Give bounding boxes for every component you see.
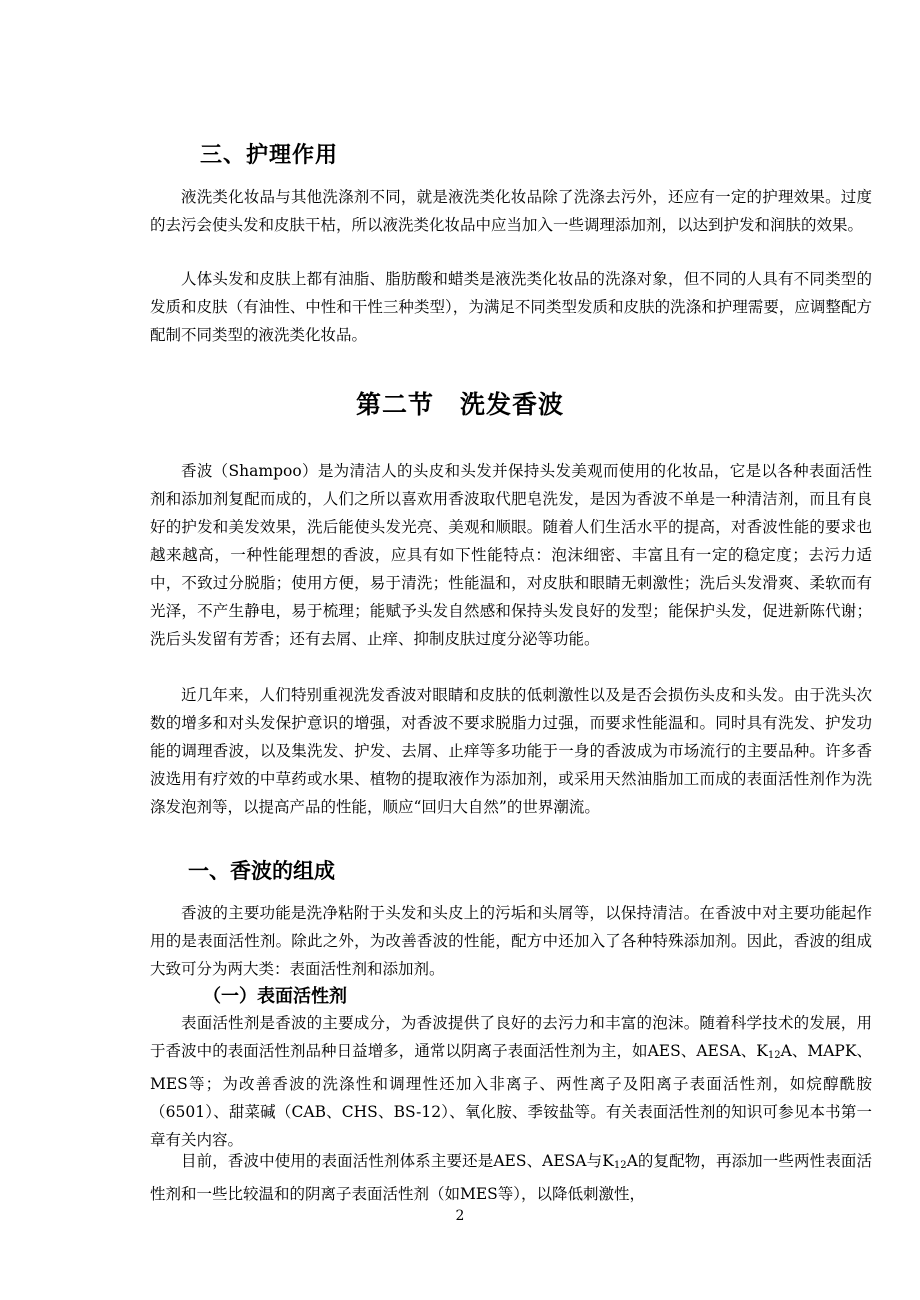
paragraph-composition: 香波的主要功能是洗净粘附于头发和头皮上的污垢和头屑等，以保持清洁。在香波中对主要功能起作用的是表面活性剂。除此之外，为改善香波的性能，配方中还加入了各种特殊添加剂。因此，香波的组成大致可分为两大类：表面活性剂和添加剂。 xyxy=(150,904,872,978)
section-heading-composition: 一、香波的组成 xyxy=(188,859,335,883)
paragraph-surfactants-2: 目前，香波中使用的表面活性剂体系主要还是AES、AESA与$K_{12}A$的复配物，再添加一些两性表面活性剂和一些比较温和的阴离子表面活性剂（如MES等），以降低刺激性， xyxy=(150,1152,873,1203)
paragraph-care-1: 液洗类化妆品与其他洗涤剂不同，就是液洗类化妆品除了洗涤去污外，还应有一定的护理效果。过度的去污会使头发和皮肤干枯，所以液洗类化妆品中应当加入一些调理添加剂，以达到护发和润肤的效果。 xyxy=(150,188,872,234)
subscript: 12 xyxy=(767,1050,781,1061)
subsection-heading-surfactants: （一）表面活性剂 xyxy=(203,986,347,1007)
section-heading-care: 三、护理作用 xyxy=(200,143,339,168)
paragraph-care-2: 人体头发和皮肤上都有油脂、脂肪酸和蜡类是液洗类化妆品的洗涤对象，但不同的人具有不同类型的发质和皮肤（有油性、中性和干性三种类型），为满足不同类型发质和皮肤的洗涤和护理需要，应调整配方配制不同类型的液洗类化妆品。 xyxy=(150,270,872,344)
subscript: 12 xyxy=(613,1160,627,1171)
paragraph-shampoo-trends: 近几年来，人们特别重视洗发香波对眼睛和皮肤的低刺激性以及是否会损伤头皮和头发。由于洗头次数的增多和对头发保护意识的增强，对香波不要求脱脂力过强，而要求性能温和。同时具有洗发、护发功能的调理香波，以及集洗发、护发、去屑、止痒等多功能于一身的香波成为市场流行的主要品种。许多香波选用有疗效的中草药或水果、植物的提取液作为添加剂，或采用天然油脂加工而成的表面活性剂作为洗涤发泡剂等，以提高产品的性能，顺应“回归大自然”的世界潮流。 xyxy=(150,686,872,816)
section-title-shampoo: 第二节 洗发香波 xyxy=(355,390,564,419)
paragraph-surfactants-1: 表面活性剂是香波的主要成分，为香波提供了良好的去污力和丰富的泡沫。随着科学技术的发展，用于香波中的表面活性剂品种日益增多，通常以阴离子表面活性剂为主，如AES、AESA、$K_{12}A$、MAPK、MES等；为改善香波的洗涤性和调理性还加入非离子、两性离子及阳离子表面活性剂，如烷醇酰胺（6501）、甜菜碱（CAB、CHS、BS-12）、氧化胺、季铵盐等。有关表面活性剂的知识可参见本书第一章有关内容。 xyxy=(150,1014,872,1149)
paragraph-shampoo-intro: 香波（Shampoo）是为清洁人的头皮和头发并保持头发美观而使用的化妆品，它是以各种表面活性剂和添加剂复配而成的，人们之所以喜欢用香波取代肥皂洗发，是因为香波不单是一种清洁剂，而且有良好的护发和美发效果，洗后能使头发光亮、美观和顺眼。随着人们生活水平的提高，对香波性能的要求也越来越高，一种性能理想的香波，应具有如下性能特点：泡沫细密、丰富且有一定的稳定度；去污力适中，不致过分脱脂；使用方便，易于清洗；性能温和，对皮肤和眼睛无刺激性；洗后头发滑爽、柔软而有光泽，不产生静电，易于梳理；能赋予头发自然感和保持头发良好的发型；能保护头发，促进新陈代谢；洗后头发留有芳香；还有去屑、止痒、抑制皮肤过度分泌等功能。 xyxy=(150,462,872,648)
page-number: 2 xyxy=(455,1208,465,1224)
